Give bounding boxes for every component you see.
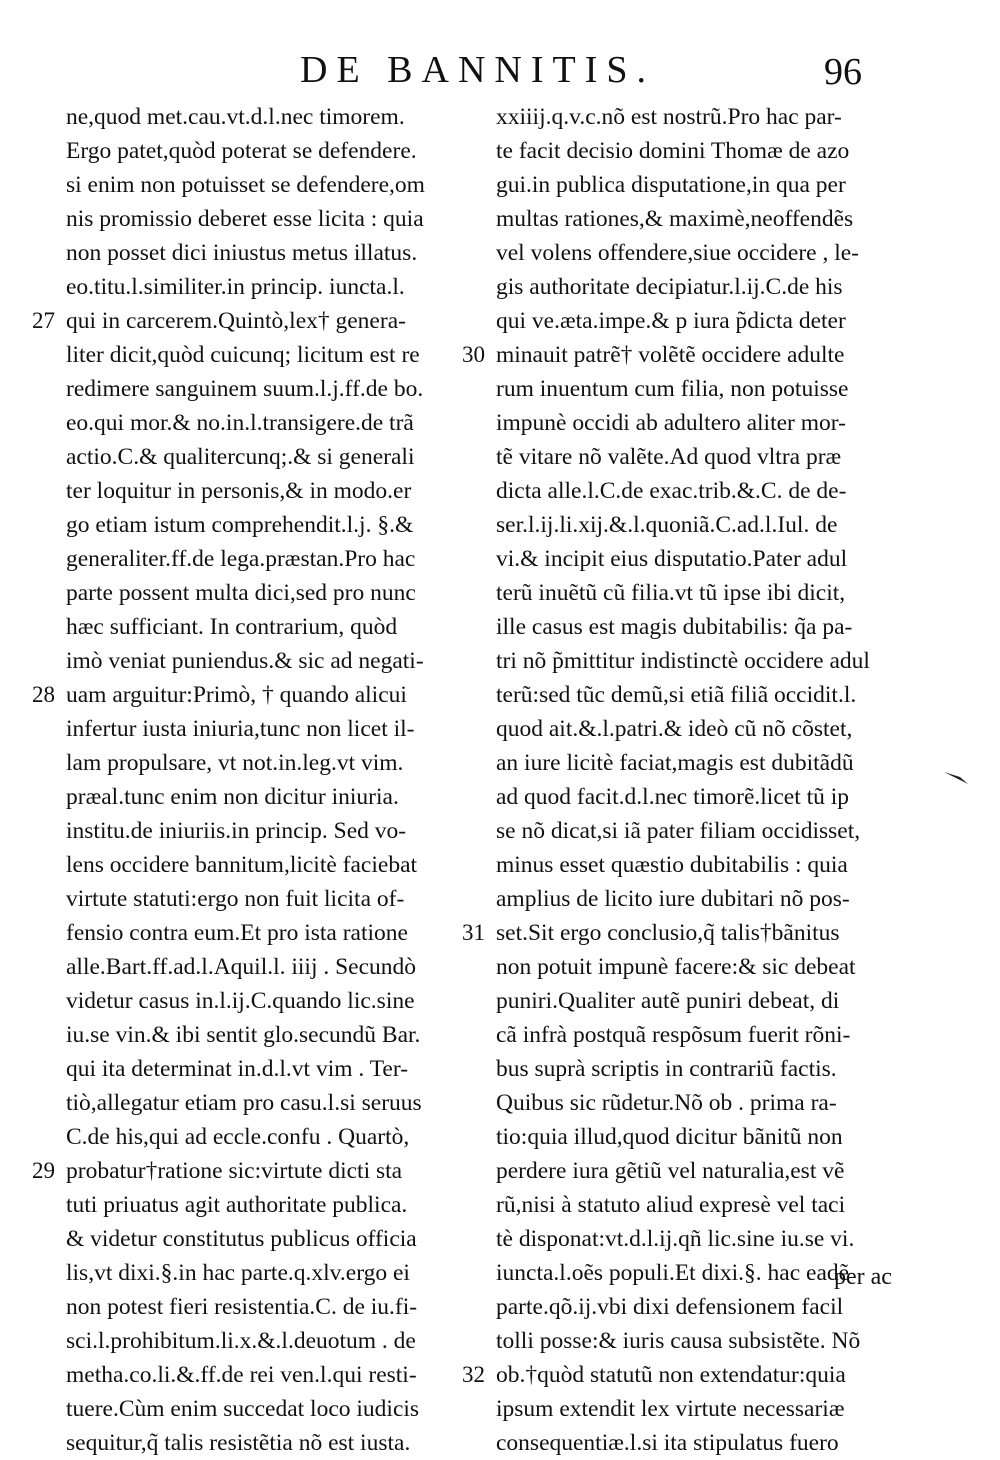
- page-number: 96: [824, 51, 862, 93]
- line-text: gui.in publica disputatione,in qua per: [496, 172, 846, 198]
- text-line: [0, 1426, 480, 1460]
- marginal-number: 30: [462, 342, 485, 367]
- line-text: set.Sit ergo conclusio,q̃ talis†bãnitus: [496, 920, 840, 946]
- text-line: [480, 644, 920, 678]
- text-line: [480, 1188, 920, 1222]
- line-text: lens occidere bannitum,licitè faciebat: [66, 852, 418, 878]
- text-line: [0, 202, 480, 236]
- text-line: [480, 848, 920, 882]
- line-text: multas rationes,& maximè,neoffendẽs: [496, 206, 854, 232]
- text-line: [480, 712, 920, 746]
- line-text: si enim non potuisset se defendere,om: [66, 172, 425, 198]
- line-text: puniri.Qualiter autẽ puniri debeat, di: [496, 988, 840, 1014]
- text-line: [480, 780, 920, 814]
- line-text: ad quod facit.d.l.nec timorẽ.licet tũ ip: [496, 784, 850, 810]
- line-text: se nõ dicat,si iã pater filiam occidisset,: [496, 818, 861, 844]
- running-title: DE BANNITIS.: [300, 49, 655, 91]
- line-text: terũ:sed tũc demũ,si etiã filiã occidit.l.: [496, 682, 857, 708]
- line-text: sequitur,q̃ talis resistẽtia nõ est iusta.: [66, 1430, 411, 1456]
- text-line: [480, 168, 920, 202]
- line-text: impunè occidi ab adultero aliter mor-: [496, 410, 846, 436]
- line-text: consequentiæ.l.si ita stipulatus fuero: [496, 1430, 839, 1456]
- line-text: institu.de iniuriis.in princip. Sed vo-: [66, 818, 407, 844]
- text-line: [0, 1018, 480, 1052]
- text-line: [0, 134, 480, 168]
- text-line: [480, 1222, 920, 1256]
- text-line: [480, 576, 920, 610]
- line-text: liter dicit,quòd cuicunq; licitum est re: [66, 342, 420, 368]
- line-text: ob.†quòd statutũ non extendatur:quia: [496, 1362, 846, 1388]
- text-line: [0, 474, 480, 508]
- line-text: infertur iusta iniuria,tunc non licet il-: [66, 716, 415, 742]
- line-text: sci.l.prohibitum.li.x.&.l.deuotum . de: [66, 1328, 416, 1354]
- line-text: cã infrà postquã respõsum fuerit rõni-: [496, 1022, 851, 1048]
- text-line: [480, 984, 920, 1018]
- line-text: alle.Bart.ff.ad.l.Aquil.l. iiij . Secundò: [66, 954, 417, 980]
- text-line: [0, 236, 480, 270]
- marginal-number: 31: [462, 920, 485, 945]
- text-line: [0, 780, 480, 814]
- text-line: [0, 576, 480, 610]
- marginal-number: 32: [462, 1362, 485, 1387]
- text-line: [480, 1086, 920, 1120]
- text-line: [480, 508, 920, 542]
- text-line: [0, 882, 480, 916]
- text-line: [0, 610, 480, 644]
- line-text: nis promissio deberet esse licita : quia: [66, 206, 424, 232]
- line-text: lis,vt dixi.§.in hac parte.q.xlv.ergo ei: [66, 1260, 410, 1286]
- line-text: tolli posse:& iuris causa subsistẽte. Nõ: [496, 1328, 861, 1354]
- line-text: parte possent multa dici,sed pro nunc: [66, 580, 416, 606]
- line-text: imò veniat puniendus.& sic ad negati-: [66, 648, 424, 674]
- line-text: parte.qõ.ij.vbi dixi defensionem facil: [496, 1294, 844, 1320]
- text-line: [480, 372, 920, 406]
- text-line: [480, 610, 920, 644]
- text-line: [0, 1290, 480, 1324]
- line-text: non posset dici iniustus metus illatus.: [66, 240, 418, 266]
- text-line: [480, 202, 920, 236]
- line-text: fensio contra eum.Et pro ista ratione: [66, 920, 408, 946]
- line-text: qui in carcerem.Quintò,lex† genera-: [66, 308, 406, 334]
- text-line: [480, 678, 920, 712]
- line-text: vi.& incipit eius disputatio.Pater adul: [496, 546, 848, 572]
- text-line: [0, 542, 480, 576]
- line-text: gis authoritate decipiatur.l.ij.C.de his: [496, 274, 843, 300]
- line-text: non potest fieri resistentia.C. de iu.fi-: [66, 1294, 418, 1320]
- line-text: qui ita determinat in.d.l.vt vim . Ter-: [66, 1056, 409, 1082]
- line-text: probatur†ratione sic:virtute dicti sta: [66, 1158, 403, 1184]
- line-text: tẽ vitare nõ valẽte.Ad quod vltra præ: [496, 444, 842, 470]
- text-line: [0, 984, 480, 1018]
- text-line: [480, 746, 920, 780]
- text-line: [480, 1120, 920, 1154]
- line-text: ter loquitur in personis,& in modo.er: [66, 478, 412, 504]
- line-text: lam propulsare, vt not.in.leg.vt vim.: [66, 750, 404, 776]
- text-line: [462, 916, 920, 950]
- text-line: [0, 1086, 480, 1120]
- line-text: virtute statuti:ergo non fuit licita of-: [66, 886, 405, 912]
- line-text: rum inuentum cum filia, non potuisse: [496, 376, 849, 402]
- line-text: minauit patrẽ† volẽtẽ occidere adulte: [496, 342, 845, 368]
- text-line: [0, 712, 480, 746]
- line-text: iu.se vin.& ibi sentit glo.secundũ Bar.: [66, 1022, 421, 1048]
- line-text: vel volens offendere,siue occidere , le-: [496, 240, 859, 266]
- text-line: [0, 1154, 480, 1188]
- marginal-number: 29: [32, 1158, 55, 1183]
- line-text: terũ inuẽtũ cũ filia.vt tũ ipse ibi dicit,: [496, 580, 846, 606]
- text-line: [480, 406, 920, 440]
- line-text: redimere sanguinem suum.l.j.ff.de bo.: [66, 376, 424, 402]
- text-line: [480, 1018, 920, 1052]
- text-line: [480, 270, 920, 304]
- line-text: tiò,allegatur etiam pro casu.l.si seruus: [66, 1090, 422, 1116]
- line-text: C.de his,qui ad eccle.confu . Quartò,: [66, 1124, 410, 1150]
- text-line: [0, 746, 480, 780]
- catchword: per ac: [834, 1264, 892, 1290]
- text-line: [480, 1324, 920, 1358]
- text-line: [0, 1358, 480, 1392]
- line-text: tri nõ p̃mittitur indistinctè occidere adul: [496, 648, 870, 674]
- line-text: ille casus est magis dubitabilis: q̃a pa-: [496, 614, 853, 640]
- text-line: [480, 440, 920, 474]
- line-text: tuere.Cùm enim succedat loco iudicis: [66, 1396, 420, 1422]
- text-line: [0, 406, 480, 440]
- text-line: [480, 814, 920, 848]
- line-text: te facit decisio domini Thomæ de azo: [496, 138, 850, 164]
- text-line: [0, 950, 480, 984]
- line-text: an iure licitè faciat,magis est dubitãdũ: [496, 750, 854, 776]
- text-line: [0, 1188, 480, 1222]
- line-text: actio.C.& qualitercunq;.& si generali: [66, 444, 415, 470]
- line-text: uam arguitur:Primò, † quando alicui: [66, 682, 407, 708]
- text-line: [0, 814, 480, 848]
- text-line: [0, 304, 480, 338]
- text-line: [480, 1052, 920, 1086]
- line-text: xxiiij.q.v.c.nõ est nostrũ.Pro hac par-: [496, 104, 842, 130]
- text-line: [480, 304, 920, 338]
- text-line: [0, 848, 480, 882]
- text-line: [0, 100, 480, 134]
- line-text: & videtur constitutus publicus officia: [66, 1226, 417, 1252]
- line-text: tè disponat:vt.d.l.ij.qñ lic.sine iu.se vi.: [496, 1226, 855, 1252]
- line-text: Ergo patet,quòd poterat se defendere.: [66, 138, 417, 164]
- line-text: quod ait.&.l.patri.& ideò cũ nõ cõstet,: [496, 716, 853, 742]
- text-line: [0, 1222, 480, 1256]
- text-line: [480, 100, 920, 134]
- text-line: [462, 338, 920, 372]
- text-line: [480, 882, 920, 916]
- text-line: [480, 1290, 920, 1324]
- line-text: amplius de licito iure dubitari nõ pos-: [496, 886, 850, 912]
- text-line: [480, 542, 920, 576]
- line-text: perdere iura gẽtiũ vel naturalia,est vẽ: [496, 1158, 845, 1184]
- text-line: [480, 236, 920, 270]
- text-line: [0, 644, 480, 678]
- line-text: go etiam istum comprehendit.l.j. §.&: [66, 512, 414, 538]
- left-text-column: [0, 100, 480, 1460]
- text-line: [0, 916, 480, 950]
- line-text: eo.qui mor.& no.in.l.transigere.de trã: [66, 410, 414, 436]
- text-line: [0, 508, 480, 542]
- line-text: generaliter.ff.de lega.præstan.Pro hac: [66, 546, 416, 572]
- line-text: Quibus sic rũdetur.Nõ ob . prima ra-: [496, 1090, 837, 1116]
- right-text-column: [462, 100, 920, 1460]
- text-line: [480, 1154, 920, 1188]
- line-text: tio:quia illud,quod dicitur bãnitũ non: [496, 1124, 843, 1150]
- text-line: [0, 1120, 480, 1154]
- line-text: dicta alle.l.C.de exac.trib.&.C. de de-: [496, 478, 847, 504]
- line-text: ne,quod met.cau.vt.d.l.nec timorem.: [66, 104, 405, 130]
- line-text: minus esset quæstio dubitabilis : quia: [496, 852, 848, 878]
- text-line: [0, 1324, 480, 1358]
- text-line: [0, 678, 480, 712]
- line-text: tuti priuatus agit authoritate publica.: [66, 1192, 408, 1218]
- text-line: [0, 168, 480, 202]
- line-text: præal.tunc enim non dicitur iniuria.: [66, 784, 399, 810]
- line-text: metha.co.li.&.ff.de rei ven.l.qui resti-: [66, 1362, 417, 1388]
- line-text: bus suprà scriptis in contrariũ factis.: [496, 1056, 837, 1082]
- text-line: [0, 270, 480, 304]
- text-line: [480, 1426, 920, 1460]
- text-line: [0, 1256, 480, 1290]
- text-line: [0, 1052, 480, 1086]
- text-line: [0, 1392, 480, 1426]
- line-text: ipsum extendit lex virtute necessariæ: [496, 1396, 845, 1422]
- text-line: [0, 440, 480, 474]
- text-line: [480, 134, 920, 168]
- line-text: eo.titu.l.similiter.in princip. iuncta.l.: [66, 274, 405, 300]
- line-text: non potuit impunè facere:& sic debeat: [496, 954, 856, 980]
- line-text: hæc sufficiant. In contrarium, quòd: [66, 614, 398, 640]
- text-line: [0, 372, 480, 406]
- line-text: iuncta.l.oẽs populi.Et dixi.§. hac eadẽ: [496, 1260, 850, 1286]
- line-text: qui ve.æta.impe.& p iura p̃dicta deter: [496, 308, 846, 334]
- text-line: [480, 474, 920, 508]
- line-text: rũ,nisi à statuto aliud expresè vel taci: [496, 1192, 846, 1218]
- text-line: [0, 338, 480, 372]
- text-line: [480, 1392, 920, 1426]
- edge-ink-mark: [942, 768, 972, 788]
- line-text: ser.l.ij.li.xij.&.l.quoniã.C.ad.l.Iul. de: [496, 512, 838, 538]
- text-line: [462, 1358, 920, 1392]
- marginal-number: 27: [32, 308, 55, 333]
- text-line: [480, 950, 920, 984]
- line-text: videtur casus in.l.ij.C.quando lic.sine: [66, 988, 415, 1014]
- marginal-number: 28: [32, 682, 55, 707]
